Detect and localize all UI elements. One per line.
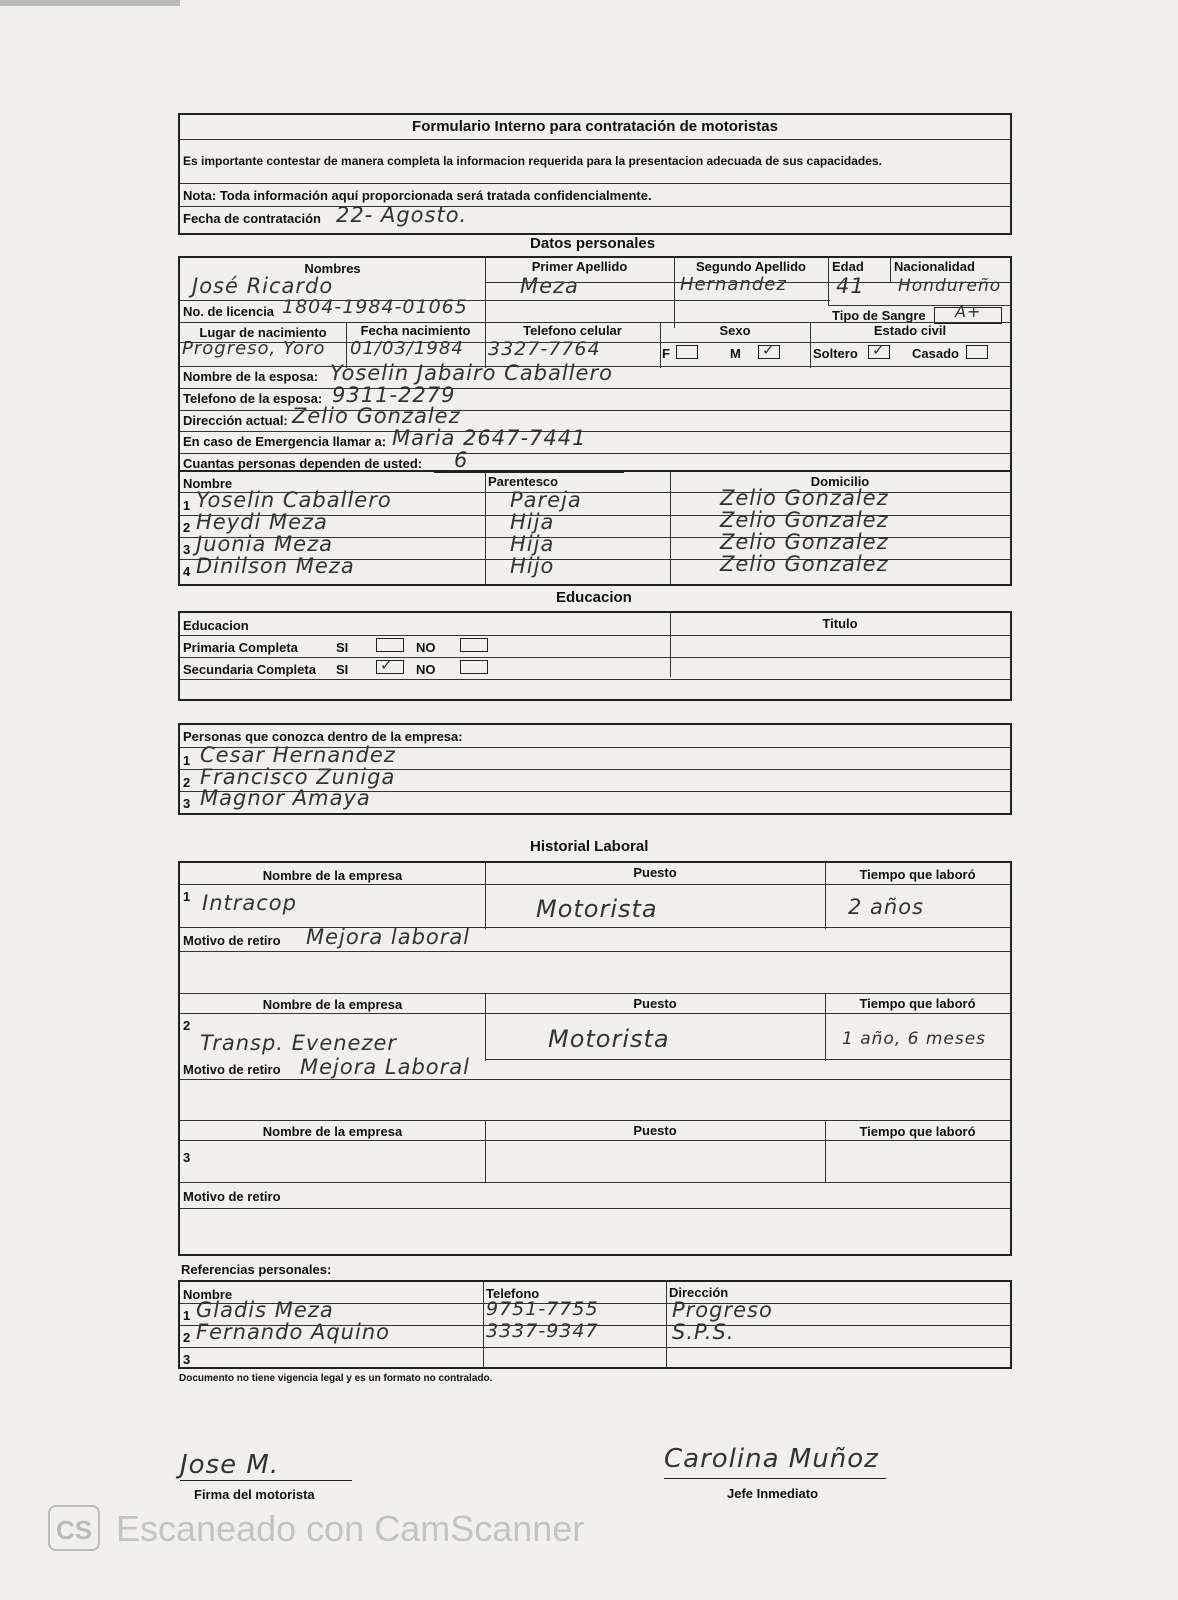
row-number: 3 [183, 796, 191, 811]
names-label: Nombres [304, 261, 361, 276]
checkmark-icon: ✓ [380, 657, 393, 674]
dependent-relation[interactable]: Hija [510, 510, 555, 534]
dependents-count-label: Cuantas personas dependen de usted: [183, 456, 423, 471]
names-value[interactable]: José Ricardo [192, 274, 334, 298]
blood-type-value: A+ [955, 302, 982, 321]
license-value[interactable]: 1804-1984-01065 [282, 296, 468, 318]
personal-section-title: Datos personales [530, 235, 656, 252]
intro-text: Es importante contestar de manera completa la informacion requerida para la presentacion adecuada de sus capacidades. [183, 154, 882, 168]
acquaintance-name[interactable]: Francisco Zuniga [200, 765, 396, 789]
boss-signature[interactable]: Carolina Muñoz [664, 1444, 879, 1474]
nationality-label: Nacionalidad [894, 259, 975, 274]
reason-label: Motivo de retiro [183, 1062, 281, 1077]
married-checkbox[interactable] [966, 345, 988, 359]
references-col-phone: Telefono [486, 1286, 540, 1301]
acquaintance-name[interactable]: Magnor Amaya [200, 786, 371, 810]
primary-no-label: NO [416, 640, 436, 655]
dependents-col-relation: Parentesco [488, 474, 559, 489]
single-label: Soltero [813, 346, 858, 361]
job-reason[interactable]: Mejora Laboral [300, 1055, 470, 1079]
job-company[interactable]: Transp. Evenezer [200, 1031, 398, 1055]
sex-f-checkbox[interactable] [676, 345, 698, 359]
hire-date-label: Fecha de contratación [183, 211, 321, 226]
secondary-si-checkbox[interactable] [376, 657, 404, 674]
age-label: Edad [832, 259, 864, 274]
education-box [178, 611, 1012, 701]
reason-label: Motivo de retiro [183, 1189, 281, 1204]
sex-m-checkbox[interactable] [758, 342, 780, 359]
primary-si-checkbox[interactable] [376, 638, 404, 652]
driver-signature[interactable]: Jose M. [180, 1450, 280, 1480]
company-col-label: Nombre de la empresa [262, 1124, 403, 1139]
position-col-label: Puesto [633, 865, 677, 880]
company-col-label: Nombre de la empresa [262, 997, 403, 1012]
camscanner-logo: CS [48, 1505, 100, 1551]
dependents-count-value[interactable]: 6 [454, 448, 469, 472]
job-time[interactable]: 1 año, 6 meses [842, 1029, 987, 1049]
license-label: No. de licencia [183, 304, 275, 319]
work-history-title: Historial Laboral [530, 838, 649, 855]
spouse-name-value[interactable]: Yoselin Jabairo Caballero [330, 361, 613, 385]
job-time[interactable]: 2 años [848, 895, 925, 919]
time-col-label: Tiempo que laboró [859, 1124, 976, 1139]
job-number: 2 [183, 1018, 191, 1033]
married-label: Casado [912, 346, 959, 361]
job-position[interactable]: Motorista [536, 895, 658, 923]
dependent-home[interactable]: Zelio Gonzalez [720, 486, 889, 510]
row-number: 4 [183, 564, 191, 579]
job-position[interactable]: Motorista [548, 1025, 670, 1053]
reference-name[interactable]: Gladis Meza [196, 1298, 334, 1322]
dependent-relation[interactable]: Pareja [510, 488, 582, 512]
reason-label: Motivo de retiro [183, 933, 281, 948]
acquaintances-box [178, 723, 1012, 815]
first-surname-value[interactable]: Meza [520, 274, 579, 298]
reference-phone[interactable]: 9751-7755 [486, 1298, 599, 1320]
personal-data-box [178, 256, 1012, 472]
secondary-no-label: NO [416, 662, 436, 677]
dependent-home[interactable]: Zelio Gonzalez [720, 508, 889, 532]
time-col-label: Tiempo que laboró [859, 996, 976, 1011]
position-col-label: Puesto [633, 996, 677, 1011]
checkmark-icon: ✓ [762, 342, 775, 359]
references-col-address: Dirección [669, 1285, 729, 1300]
checkmark-icon: ✓ [872, 342, 885, 359]
secondary-no-checkbox[interactable] [460, 660, 488, 674]
birthdate-label: Fecha nacimiento [360, 323, 471, 338]
hire-date-value[interactable]: 22- Agosto. [336, 203, 468, 227]
secondary-label: Secundaria Completa [183, 662, 316, 677]
phone-label: Telefono celular [523, 323, 622, 338]
secondary-si-label: SI [336, 662, 349, 677]
row-number: 2 [183, 1330, 191, 1345]
nationality-value[interactable]: Hondureño [898, 276, 1002, 296]
spouse-phone-label: Telefono de la esposa: [183, 391, 323, 406]
position-col-label: Puesto [633, 1123, 677, 1138]
camscanner-watermark: Escaneado con CamScanner [116, 1508, 585, 1549]
first-surname-label: Primer Apellido [531, 259, 628, 274]
job-reason[interactable]: Mejora laboral [306, 925, 471, 949]
civil-status-label: Estado civil [873, 323, 947, 338]
reference-address[interactable]: S.P.S. [672, 1320, 735, 1344]
birthplace-label: Lugar de nacimiento [199, 325, 327, 340]
form-title: Formulario Interno para contratación de motoristas [412, 118, 778, 135]
reference-phone[interactable]: 3337-9347 [486, 1320, 599, 1342]
scan-edge [0, 0, 180, 6]
legal-disclaimer: Documento no tiene vigencia legal y es un formato no contralado. [179, 1373, 493, 1384]
acquaintance-name[interactable]: Cesar Hernandez [200, 743, 396, 767]
education-section-title: Educacion [556, 589, 632, 606]
emergency-value[interactable]: Maria 2647-7441 [392, 426, 587, 450]
references-col-name: Nombre [183, 1287, 233, 1302]
dependent-relation[interactable]: Hijo [510, 554, 555, 578]
second-surname-value[interactable]: Hernandez [680, 274, 787, 295]
work-history-box [178, 861, 1012, 1256]
birthplace-value[interactable]: Progreso, Yoro [182, 338, 326, 359]
dependent-home[interactable]: Zelio Gonzalez [720, 552, 889, 576]
primary-si-label: SI [336, 640, 349, 655]
dependents-col-home: Domicilio [810, 474, 870, 489]
primary-label: Primaria Completa [183, 640, 298, 655]
reference-address[interactable]: Progreso [672, 1298, 773, 1322]
driver-signature-label: Firma del motorista [194, 1487, 315, 1502]
address-label: Dirección actual: [183, 413, 288, 428]
sex-f-label: F [662, 346, 670, 361]
boss-signature-label: Jefe Inmediato [727, 1486, 819, 1501]
row-number: 2 [183, 520, 191, 535]
address-value[interactable]: Zelio Gonzalez [292, 404, 461, 428]
job-company[interactable]: Intracop [202, 891, 297, 915]
emergency-label: En caso de Emergencia llamar a: [183, 434, 387, 449]
row-number: 1 [183, 498, 191, 513]
spouse-phone-value[interactable]: 9311-2279 [332, 383, 456, 407]
confidentiality-note: Nota: Toda información aquí proporcionada será tratada confidencialmente. [183, 188, 652, 203]
job-number: 1 [183, 889, 191, 904]
blood-type-label: Tipo de Sangre [832, 308, 926, 323]
company-col-label: Nombre de la empresa [262, 868, 403, 883]
references-table [178, 1280, 1012, 1369]
dependent-name[interactable]: Juonia Meza [196, 532, 333, 556]
row-number: 1 [183, 753, 191, 768]
dependents-table [178, 472, 1012, 586]
single-checkbox[interactable] [868, 342, 890, 359]
dependent-home[interactable]: Zelio Gonzalez [720, 530, 889, 554]
dependents-col-name: Nombre [183, 476, 233, 491]
references-label: Referencias personales: [181, 1262, 332, 1277]
title-col-label: Titulo [822, 616, 858, 631]
birthdate-value[interactable]: 01/03/1984 [350, 338, 464, 359]
spouse-name-label: Nombre de la esposa: [183, 369, 319, 384]
dependent-relation[interactable]: Hija [510, 532, 555, 556]
sex-m-label: M [730, 346, 741, 361]
row-number: 2 [183, 775, 191, 790]
row-number: 3 [183, 542, 191, 557]
second-surname-label: Segundo Apellido [695, 259, 806, 274]
age-value[interactable]: 41 [836, 274, 865, 298]
phone-value[interactable]: 3327-7764 [488, 338, 601, 360]
acquaintances-label: Personas que conozca dentro de la empresa: [183, 729, 463, 744]
job-number: 3 [183, 1150, 191, 1165]
primary-no-checkbox[interactable] [460, 638, 488, 652]
row-number: 3 [183, 1352, 191, 1367]
header-box [178, 113, 1012, 235]
reference-name[interactable]: Fernando Aquino [196, 1320, 390, 1344]
sex-label: Sexo [719, 323, 751, 338]
dependent-name[interactable]: Dinilson Meza [196, 554, 355, 578]
dependent-name[interactable]: Yoselin Caballero [196, 488, 392, 512]
row-number: 1 [183, 1308, 191, 1323]
dependent-name[interactable]: Heydi Meza [196, 510, 328, 534]
education-col-label: Educacion [183, 618, 249, 633]
time-col-label: Tiempo que laboró [859, 867, 976, 882]
